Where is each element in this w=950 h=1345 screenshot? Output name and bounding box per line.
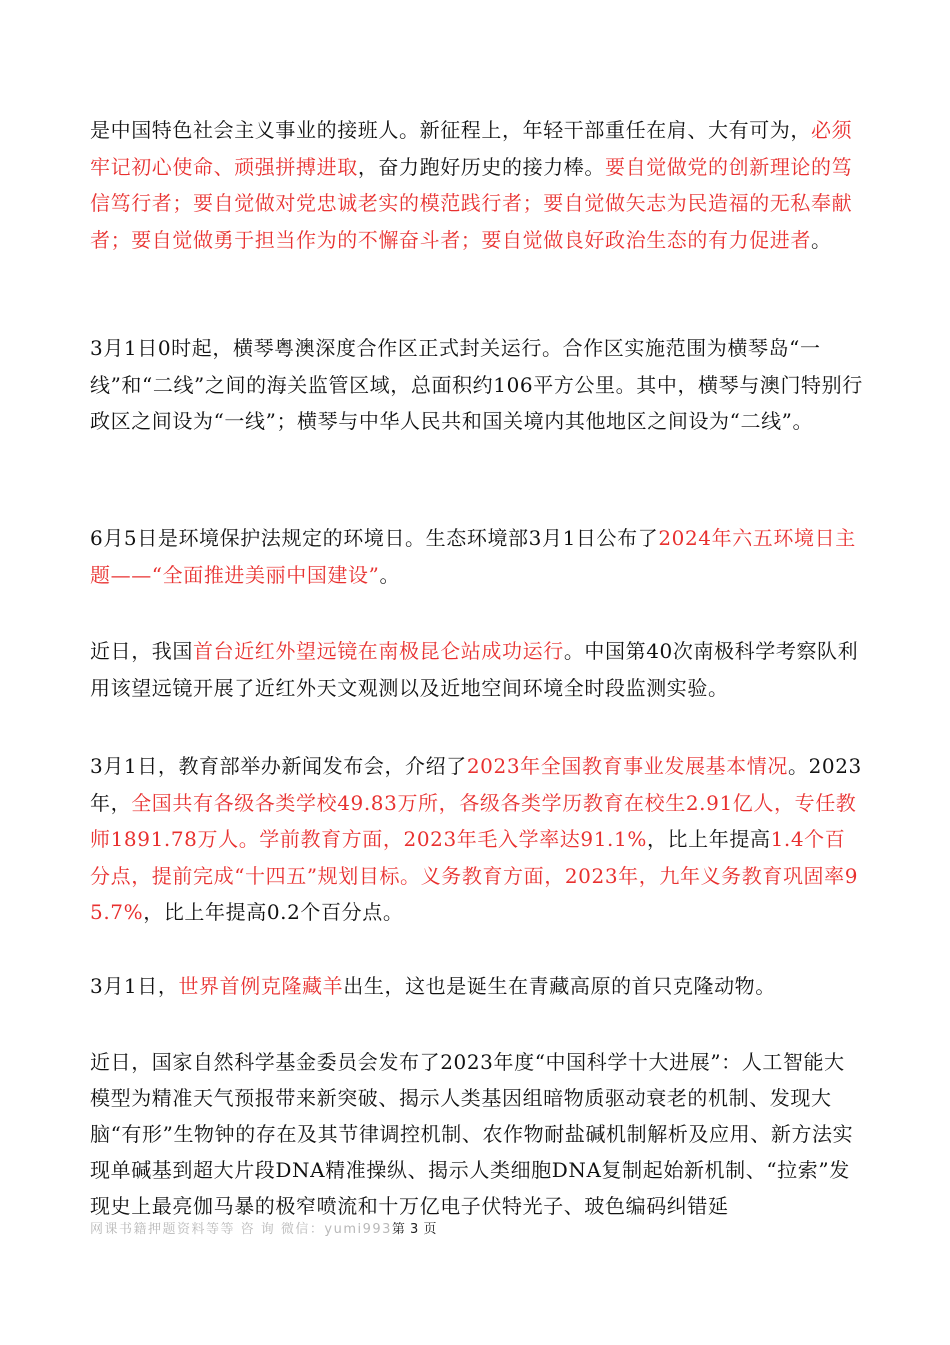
paragraph-young-cadres: [90, 112, 865, 258]
text-run: 。: [811, 227, 832, 252]
highlighted-text: 必须牢记初心使命、顽强拼搏进取: [90, 118, 853, 179]
text-run: 3月1日0时起，横琴粤澳深度合作区正式封关运行。合作区实施范围为横琴岛“一线”和“二线”之间的海关监管区域，总面积约106平方公里。其中，横琴与澳门特别行政区之间设为“一线”；横琴与中华人民共和国关境内其他地区之间设为“二线”。: [90, 336, 863, 433]
text-run: ，奋力跑好历史的接力棒。: [357, 154, 606, 179]
text-run: ，比上年提高0.2个百分点。: [143, 900, 404, 924]
paragraph-education-statistics: [90, 748, 865, 931]
text-run: 近日，国家自然科学基金委员会发布了2023年度“中国科学十大进展”：人工智能大模型为精准天气预报带来新突破、揭示人类基因组暗物质驱动衰老的机制、发现大脑“有形”生物钟的存在及其节律调控机制、农作物耐盐碱机制解析及应用、新方法实现单碱基到超大片段DNA精准操纵、揭示人类细胞DNA复制起始新机制、“拉索”发现史上最亮伽马暴的极窄喷流和十万亿电子伏特光子、玻色编码纠错延: [90, 1050, 854, 1218]
paragraph-cloned-tibetan-sheep: [90, 968, 865, 1005]
text-run: 是中国特色社会主义事业的接班人。新征程上，年轻干部重任在肩、大有可为，: [90, 118, 811, 142]
text-run: 近日，我国: [90, 639, 193, 663]
footer-watermark: 网课书籍押题资料等等 咨 询 微信：yumi993: [90, 1222, 392, 1237]
text-run: ，比上年提高: [646, 827, 771, 851]
paragraph-hengqin-zone: [90, 330, 865, 440]
highlighted-text: 2023年全国教育事业发展基本情况: [466, 754, 788, 778]
paragraph-antarctic-telescope: [90, 633, 865, 706]
highlighted-text: 首台近红外望远镜在南极昆仑站成功运行: [193, 639, 564, 663]
paragraph-science-top-ten: [90, 1044, 865, 1224]
text-run: 。2023年，: [90, 754, 862, 815]
text-run: 。中国第40次南极科学考察队利用该望远镜开展了近红外天文观测以及近地空间环境全时段监测实验。: [90, 639, 859, 700]
text-run: 。: [379, 562, 401, 587]
highlighted-text: 1.4个百分点，提前完成“十四五”规划目标。义务教育方面，2023年，九年义务教育巩固率95.7%: [90, 827, 859, 924]
text-run: 6月5日是环境保护法规定的环境日。生态环境部3月1日公布了: [90, 526, 659, 550]
highlighted-text: 要自觉做党的创新理论的笃信笃行者；要自觉做对党忠诚老实的模范践行者；要自觉做矢志为民造福的无私奉献者；要自觉做勇于担当作为的不懈奋斗者；要自觉做良好政治生态的有力促进者: [90, 154, 853, 252]
highlighted-text: 2024年六五环境日主题——“全面推进美丽中国建设”: [90, 526, 856, 587]
text-run: 3月1日，: [90, 974, 179, 998]
highlighted-text: 全国共有各级各类学校49.83万所，各级各类学历教育在校生2.91亿人，专任教师1891.78万人。学前教育方面，2023年毛入学率达91.1%: [90, 790, 857, 851]
text-run: 3月1日，教育部举办新闻发布会，介绍了: [90, 754, 467, 778]
page-footer: [90, 1218, 437, 1237]
page-number: 第 3 页: [391, 1222, 437, 1237]
paragraph-environment-day: [90, 520, 865, 593]
text-run: 出生，这也是诞生在青藏高原的首只克隆动物。: [343, 974, 776, 998]
highlighted-text: 世界首例克隆藏羊: [178, 974, 344, 998]
